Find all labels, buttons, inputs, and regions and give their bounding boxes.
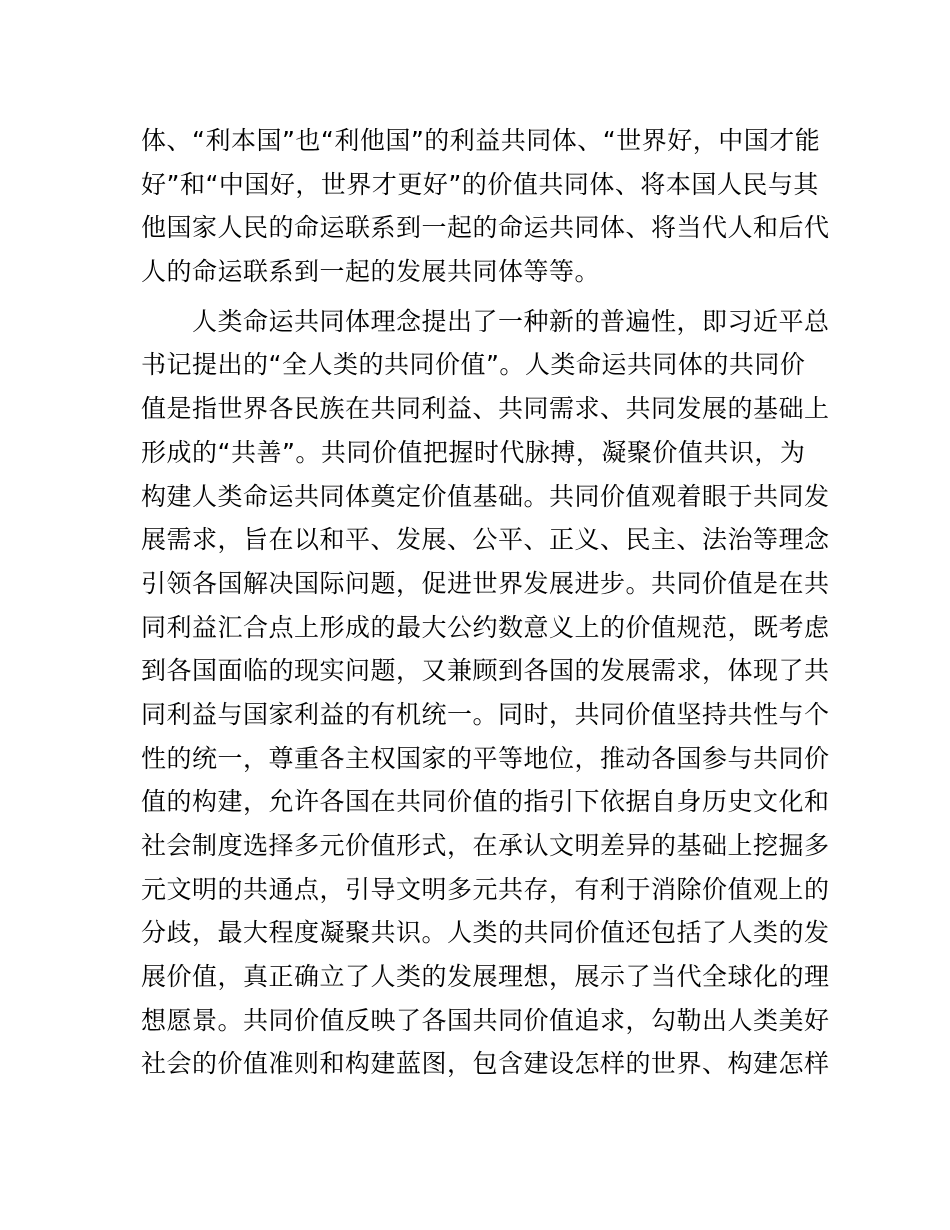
text-line: 好”和“中国好，世界才更好”的价值共同体、将本国人民与其 — [141, 169, 819, 199]
text-line: 值是指世界各民族在共同利益、共同需求、共同发展的基础上 — [141, 394, 830, 424]
text-line: 人类命运共同体理念提出了一种新的普遍性，即习近平总 — [141, 306, 830, 336]
text-line: 人的命运联系到一起的发展共同体等等。 — [141, 257, 601, 287]
text-line: 他国家人民的命运联系到一起的命运共同体、将当代人和后代 — [141, 213, 830, 243]
text-line: 构建人类命运共同体奠定价值基础。共同价值观着眼于共同发 — [141, 481, 830, 511]
body-text — [141, 119, 830, 1086]
text-line: 社会的价值准则和构建蓝图，包含建设怎样的世界、构建怎样 — [141, 1049, 830, 1079]
text-line: 想愿景。共同价值反映了各国共同价值追求，勾勒出人类美好 — [141, 1005, 830, 1035]
text-line: 到各国面临的现实问题，又兼顾到各国的发展需求，体现了共 — [141, 656, 830, 686]
paragraph-2 — [141, 300, 830, 1086]
text-line: 展需求，旨在以和平、发展、公平、正义、民主、法治等理念 — [141, 525, 830, 555]
text-line: 形成的“共善”。共同价值把握时代脉搏，凝聚价值共识，为 — [141, 437, 806, 467]
text-line: 同利益与国家利益的有机统一。同时，共同价值坚持共性与个 — [141, 699, 830, 729]
text-line: 同利益汇合点上形成的最大公约数意义上的价值规范，既考虑 — [141, 612, 830, 642]
text-line: 引领各国解决国际问题，促进世界发展进步。共同价值是在共 — [141, 568, 830, 598]
text-line: 性的统一，尊重各主权国家的平等地位，推动各国参与共同价 — [141, 743, 830, 773]
text-line: 元文明的共通点，引导文明多元共存，有利于消除价值观上的 — [141, 874, 830, 904]
text-line: 体、“利本国”也“利他国”的利益共同体、“世界好，中国才能 — [141, 126, 821, 155]
paragraph-1 — [141, 119, 830, 294]
text-line: 值的构建，允许各国在共同价值的指引下依据自身历史文化和 — [141, 787, 830, 817]
text-line: 书记提出的“全人类的共同价值”。人类命运共同体的共同价 — [141, 350, 806, 380]
text-line: 分歧，最大程度凝聚共识。人类的共同价值还包括了人类的发 — [141, 918, 830, 948]
text-line: 社会制度选择多元价值形式，在承认文明差异的基础上挖掘多 — [141, 831, 830, 860]
text-line: 展价值，真正确立了人类的发展理想，展示了当代全球化的理 — [141, 962, 830, 992]
